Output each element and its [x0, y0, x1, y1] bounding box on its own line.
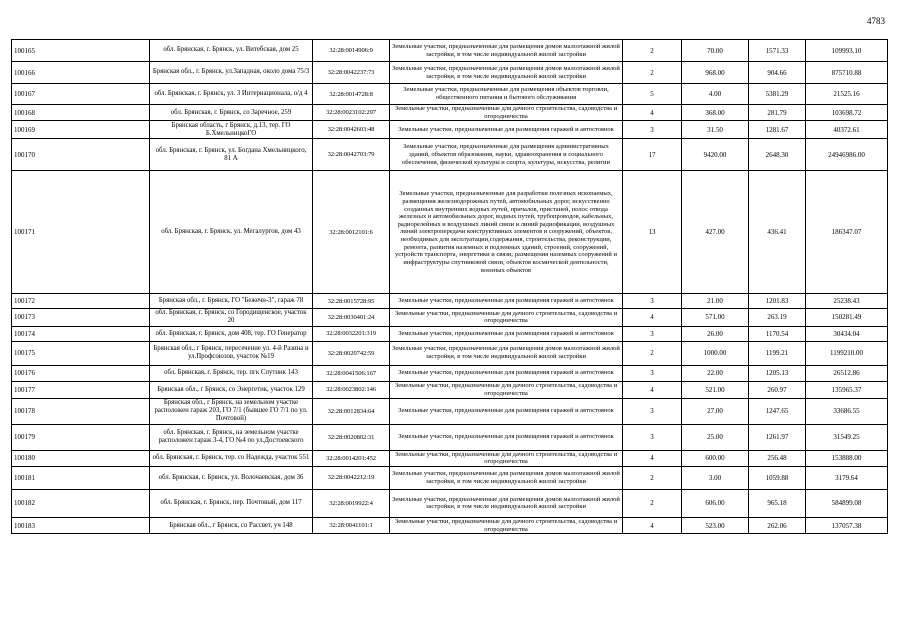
row-area: 21.00	[682, 294, 749, 309]
row-number: 100174	[12, 326, 150, 341]
row-number: 100165	[12, 40, 150, 62]
row-land-use: Земельные участки, предназначенные для дачного строительства, садоводства и огородничества	[390, 105, 623, 121]
row-number: 100171	[12, 171, 150, 294]
row-cadastral-cost: 150281.49	[806, 309, 888, 326]
row-unit-price: 1571.33	[749, 40, 806, 62]
row-cadastral-number: 32:28:0014201:452	[313, 450, 390, 466]
row-area: 31.50	[682, 121, 749, 139]
row-category: 5	[623, 84, 682, 105]
row-cadastral-cost: 103698.72	[806, 105, 888, 121]
row-cadastral-number: 32:28:0032201:319	[313, 326, 390, 341]
row-category: 3	[623, 294, 682, 309]
table-row	[12, 62, 888, 84]
row-unit-price: 436.41	[749, 171, 806, 294]
row-unit-price: 1281.67	[749, 121, 806, 139]
row-area: 27.00	[682, 398, 749, 424]
table-row	[12, 121, 888, 139]
row-area: 3.00	[682, 466, 749, 489]
row-unit-price: 1059.88	[749, 466, 806, 489]
row-area: 368.00	[682, 105, 749, 121]
row-number: 100176	[12, 365, 150, 381]
row-category: 2	[623, 466, 682, 489]
table-row	[12, 294, 888, 309]
row-cadastral-cost: 584899.08	[806, 489, 888, 517]
row-category: 3	[623, 424, 682, 450]
table-row	[12, 341, 888, 365]
row-land-use: Земельные участки, предназначенные для размещения домов малоэтажной жилой застройки, в том числе индивидуальной жилой застройки	[390, 40, 623, 62]
row-number: 100175	[12, 341, 150, 365]
row-address: обл. Брянская, г. Брянск, дом 408, тер. ГО Генератор	[150, 326, 313, 341]
row-cadastral-number: 32:28:0023102:297	[313, 105, 390, 121]
row-number: 100179	[12, 424, 150, 450]
row-cadastral-cost: 109993.10	[806, 40, 888, 62]
row-cadastral-cost: 137057.38	[806, 517, 888, 533]
row-land-use: Земельные участки, предназначенные для разработки полезных ископаемых, размещения железнодорожных путей, автомобильных дорог, искусственно созданных внутренних водных путей, причалов, пристаней, полос отвода железных и автомобильных дорог, водных путей, трубопроводов, кабельных, радиорелейных и воздушных линий связи и линий радиофикации, воздушных линий электропередачи конструктивных элементов и сооружений, объектов, необходимых для эксплуатации,содержания, строительства, реконструкции, ремонта, развития наземных и подземных зданий, строений, сооружений, устройств транспорта, энергетики и связи; размещения наземных сооружений и инфраструктуры спутниковой связи, объектов космической деятельности, военных объектов	[390, 171, 623, 294]
row-land-use: Земельные участки, предназначенные для размещения гаражей и автостоянок	[390, 326, 623, 341]
row-address: Брянская область, г Брянск, д.13, тер. ГО Б.ХмельницкоГО	[150, 121, 313, 139]
row-address: обл. Брянская, г. Брянск, ул. Витебская, дом 25	[150, 40, 313, 62]
row-land-use: Земельные участки, предназначенные для размещения административных зданий, объектов образования, науки, здравоохранения и социального обеспечения, физической культуры и спорта, культуры, искусства, религии	[390, 139, 623, 171]
row-area: 9420.00	[682, 139, 749, 171]
row-number: 100172	[12, 294, 150, 309]
row-number: 100180	[12, 450, 150, 466]
row-category: 4	[623, 105, 682, 121]
row-address: обл. Брянская, г. Брянск, со Заречное, 259	[150, 105, 313, 121]
row-unit-price: 262.06	[749, 517, 806, 533]
row-land-use: Земельные участки, предназначенные для размещения домов малоэтажной жилой застройки, в том числе индивидуальной жилой застройки	[390, 341, 623, 365]
row-cadastral-number: 32:28:0041506:167	[313, 365, 390, 381]
table-row	[12, 326, 888, 341]
row-cadastral-number: 32:28:0042212:19	[313, 466, 390, 489]
table-row	[12, 489, 888, 517]
table-row	[12, 84, 888, 105]
row-area: 606.00	[682, 489, 749, 517]
row-area: 521.00	[682, 381, 749, 398]
row-cadastral-number: 32:28:0015728:95	[313, 294, 390, 309]
table-body	[12, 40, 888, 534]
table-row	[12, 398, 888, 424]
row-unit-price: 1170.54	[749, 326, 806, 341]
row-unit-price: 1261.97	[749, 424, 806, 450]
row-land-use: Земельные участки, предназначенные для размещения гаражей и автостоянок	[390, 365, 623, 381]
row-cadastral-number: 32:28:0012834:64	[313, 398, 390, 424]
land-registry-table	[11, 39, 888, 534]
row-number: 100169	[12, 121, 150, 139]
row-category: 13	[623, 171, 682, 294]
row-cadastral-cost: 25238.43	[806, 294, 888, 309]
row-land-use: Земельные участки, предназначенные для размещения домов малоэтажной жилой застройки, в том числе индивидуальной жилой застройки	[390, 62, 623, 84]
table-row	[12, 466, 888, 489]
row-address: обл. Брянская, г. Брянск, ул. 3 Интернационала, о/д 4	[150, 84, 313, 105]
row-land-use: Земельные участки, предназначенные для размещения домов малоэтажной жилой застройки, в том числе индивидуальной жилой застройки	[390, 466, 623, 489]
row-address: обл. Брянская, г. Брянск, на земельном участке расположен гараж 3-4, ГО №4 по ул.Достоевского	[150, 424, 313, 450]
row-unit-price: 263.19	[749, 309, 806, 326]
row-land-use: Земельные участки, предназначенные для дачного строительства, садоводства и огородничества	[390, 381, 623, 398]
row-land-use: Земельные участки, предназначенные для размещения гаражей и автостоянок	[390, 424, 623, 450]
row-cadastral-number: 32:28:0023802:146	[313, 381, 390, 398]
row-category: 2	[623, 489, 682, 517]
row-land-use: Земельные участки, предназначенные для размещения объектов торговли, общественного питания и бытового обслуживания	[390, 84, 623, 105]
row-unit-price: 5381.29	[749, 84, 806, 105]
row-unit-price: 1201.83	[749, 294, 806, 309]
row-address: обл. Брянская, г. Брянск, ул. Мегалургов, дом 43	[150, 171, 313, 294]
row-category: 2	[623, 62, 682, 84]
row-area: 25.00	[682, 424, 749, 450]
row-land-use: Земельные участки, предназначенные для дачного строительства, садоводства и огородничества	[390, 309, 623, 326]
row-cadastral-cost: 135965.37	[806, 381, 888, 398]
row-cadastral-cost: 153888.00	[806, 450, 888, 466]
row-area: 968.00	[682, 62, 749, 84]
row-cadastral-cost: 31549.25	[806, 424, 888, 450]
row-land-use: Земельные участки, предназначенные для размещения домов малоэтажной жилой застройки, в том числе индивидуальной жилой застройки	[390, 489, 623, 517]
row-area: 70.00	[682, 40, 749, 62]
row-land-use: Земельные участки, предназначенные для дачного строительства, садоводства и огородничества	[390, 517, 623, 533]
row-address: Брянская обл., г Брянск, пересечение ул. 4-й Разина и ул.Профсоюзов, участок №19	[150, 341, 313, 365]
row-address: обл. Брянская, г. Брянск, тер. со Надежда, участок 551	[150, 450, 313, 466]
table-row	[12, 365, 888, 381]
row-cadastral-cost: 21525.16	[806, 84, 888, 105]
row-cadastral-cost: 40372.61	[806, 121, 888, 139]
row-category: 4	[623, 517, 682, 533]
row-unit-price: 256.48	[749, 450, 806, 466]
table-row	[12, 381, 888, 398]
row-address: Брянская обл., г. Брянск, ГО "Бежечн-3", гараж 78	[150, 294, 313, 309]
row-category: 3	[623, 121, 682, 139]
row-cadastral-number: 32:28:0041101:1	[313, 517, 390, 533]
row-unit-price: 904.66	[749, 62, 806, 84]
row-cadastral-number: 32:28:0020802:31	[313, 424, 390, 450]
row-unit-price: 281.79	[749, 105, 806, 121]
row-cadastral-cost: 30434.04	[806, 326, 888, 341]
row-unit-price: 965.18	[749, 489, 806, 517]
row-cadastral-cost: 3179.64	[806, 466, 888, 489]
row-category: 3	[623, 398, 682, 424]
row-address: Брянская обл., г. Брянск, ул.Западная, около дома 75/3	[150, 62, 313, 84]
row-cadastral-cost: 24946986.00	[806, 139, 888, 171]
row-cadastral-number: 32:28:0042603:48	[313, 121, 390, 139]
row-area: 4.00	[682, 84, 749, 105]
row-address: Брянская обл., г Брянск, со Рассвет, уч 148	[150, 517, 313, 533]
row-cadastral-cost: 186347.07	[806, 171, 888, 294]
table-row	[12, 309, 888, 326]
row-category: 4	[623, 309, 682, 326]
row-address: обл. Брянская, г. Брянск, пер. Почтовый, дом 117	[150, 489, 313, 517]
row-land-use: Земельные участки, предназначенные для размещения гаражей и автостоянок	[390, 398, 623, 424]
row-area: 26.00	[682, 326, 749, 341]
table-row	[12, 40, 888, 62]
page-number: 4783	[867, 16, 885, 26]
row-number: 100178	[12, 398, 150, 424]
row-land-use: Земельные участки, предназначенные для размещения гаражей и автостоянок	[390, 294, 623, 309]
row-cadastral-cost: 875710.88	[806, 62, 888, 84]
table-row	[12, 450, 888, 466]
row-area: 427.00	[682, 171, 749, 294]
row-category: 3	[623, 326, 682, 341]
row-cadastral-number: 32:28:0030401:24	[313, 309, 390, 326]
row-number: 100182	[12, 489, 150, 517]
row-land-use: Земельные участки, предназначенные для размещения гаражей и автостоянок	[390, 121, 623, 139]
row-category: 3	[623, 365, 682, 381]
row-cadastral-number: 32:28:0019922:4	[313, 489, 390, 517]
row-area: 1000.00	[682, 341, 749, 365]
row-number: 100167	[12, 84, 150, 105]
row-number: 100173	[12, 309, 150, 326]
row-category: 4	[623, 450, 682, 466]
row-category: 4	[623, 381, 682, 398]
row-category: 17	[623, 139, 682, 171]
table-row	[12, 424, 888, 450]
row-unit-price: 1247.65	[749, 398, 806, 424]
row-number: 100168	[12, 105, 150, 121]
table-row	[12, 171, 888, 294]
row-area: 22.00	[682, 365, 749, 381]
row-unit-price: 260.97	[749, 381, 806, 398]
table-row	[12, 139, 888, 171]
row-cadastral-number: 32:28:0042237:73	[313, 62, 390, 84]
row-address: Брянская обл., г Брянск, со Энергетик, участок 129	[150, 381, 313, 398]
row-unit-price: 1205.13	[749, 365, 806, 381]
row-cadastral-number: 32:28:0012101:6	[313, 171, 390, 294]
row-address: Брянская обл., г Брянск, на земельном участке расположен гараж 203, ГО 7/1 (бывшее ГО 7/1 по ул. Почтовой)	[150, 398, 313, 424]
row-number: 100183	[12, 517, 150, 533]
row-cadastral-number: 32:28:0014728:8	[313, 84, 390, 105]
row-area: 600.00	[682, 450, 749, 466]
row-cadastral-number: 32:28:0042703:79	[313, 139, 390, 171]
row-cadastral-cost: 33686.55	[806, 398, 888, 424]
row-address: обл. Брянская, г. Брянск, со Городищенское, участок 20	[150, 309, 313, 326]
row-category: 2	[623, 40, 682, 62]
row-address: обл. Брянская, г. Брянск, тер. пгк Спутник 143	[150, 365, 313, 381]
row-area: 571.00	[682, 309, 749, 326]
row-cadastral-number: 32:28:0014906:9	[313, 40, 390, 62]
row-cadastral-cost: 1199210.00	[806, 341, 888, 365]
row-number: 100181	[12, 466, 150, 489]
row-unit-price: 2648.30	[749, 139, 806, 171]
row-address: обл. Брянская, г. Брянск, ул. Волочаевская, дом 36	[150, 466, 313, 489]
row-number: 100170	[12, 139, 150, 171]
row-category: 2	[623, 341, 682, 365]
row-cadastral-number: 32:28:0020742:59	[313, 341, 390, 365]
table-row	[12, 517, 888, 533]
row-number: 100177	[12, 381, 150, 398]
row-land-use: Земельные участки, предназначенные для дачного строительства, садоводства и огородничества	[390, 450, 623, 466]
row-cadastral-cost: 26512.86	[806, 365, 888, 381]
row-area: 523.00	[682, 517, 749, 533]
table-row	[12, 105, 888, 121]
row-address: обл. Брянская, г. Брянск, ул. Богдана Хмельницкого, 81 А	[150, 139, 313, 171]
row-unit-price: 1199.21	[749, 341, 806, 365]
row-number: 100166	[12, 62, 150, 84]
